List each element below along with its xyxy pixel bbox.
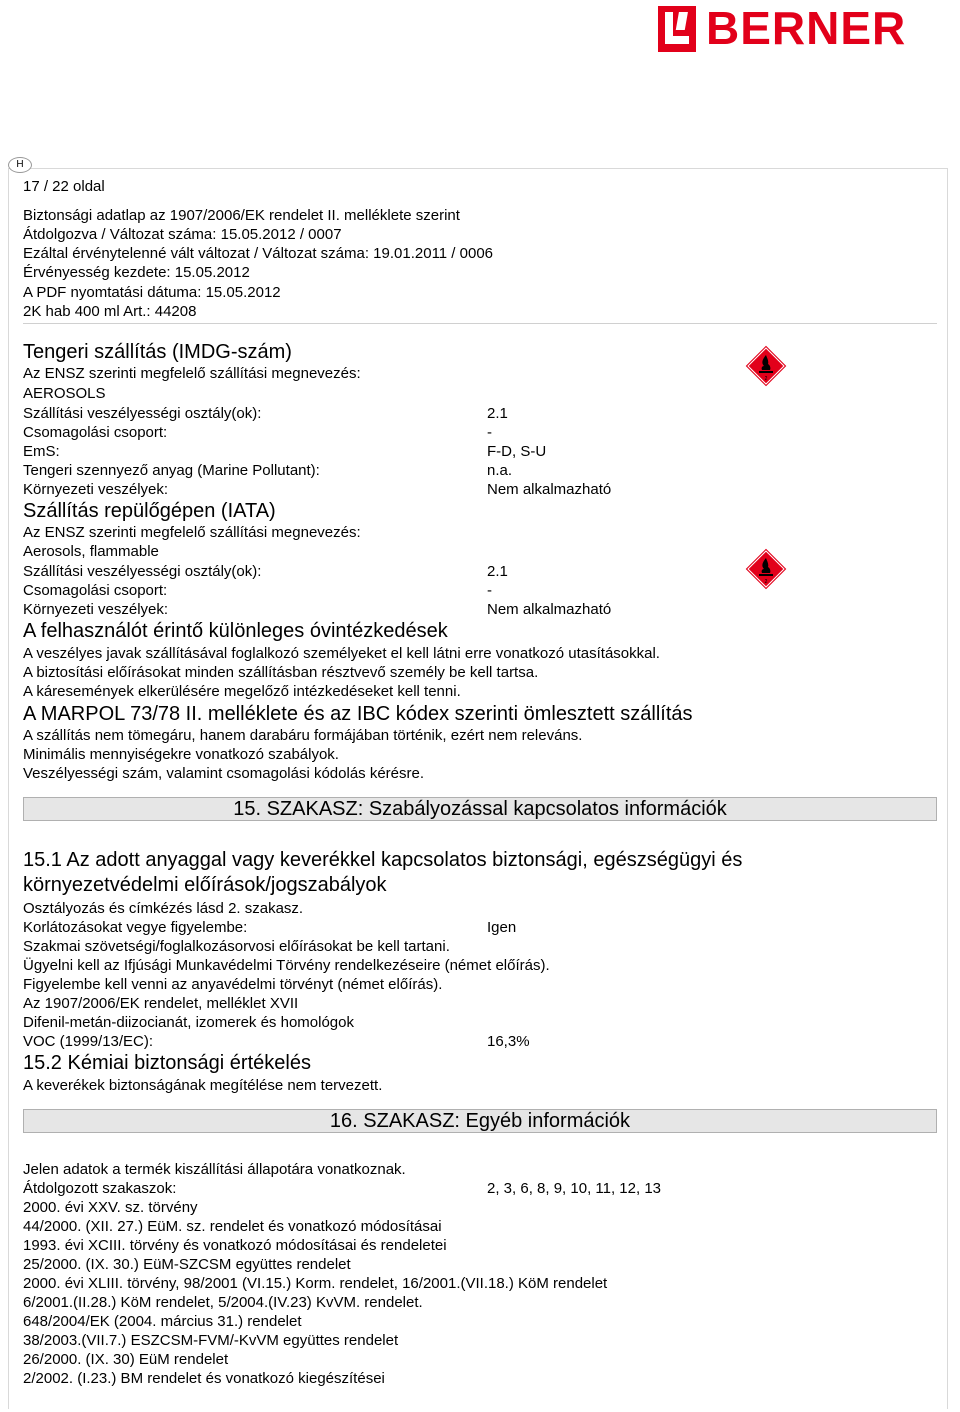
header-line-3: Ezáltal érvénytelenné vált változat / Változat száma: 19.01.2011 / 0006 [23,245,494,262]
header-line-4: Érvényesség kezdete: 15.05.2012 [23,264,250,281]
header-line-6: 2K hab 400 ml Art.: 44208 [23,303,197,320]
imdg-packing-label: Csomagolási csoport: [23,424,168,441]
iata-packing-value: - [487,582,492,599]
marpol-line-3: Veszélyességi szám, valamint csomagolási kódolás kérésre. [23,765,425,782]
header-line-5: A PDF nyomtatási dátuma: 15.05.2012 [23,284,281,301]
s16-ref-5: 2000. évi XLIII. törvény, 98/2001 (VI.15.) Korm. rendelet, 16/2001.(VII.18.) KöM rendelet [23,1275,608,1292]
imdg-class-label: Szállítási veszélyességi osztály(ok): [23,405,262,422]
page-number: 17 / 22 oldal [23,178,105,195]
imdg-pollutant-value: n.a. [487,462,513,479]
marpol-line-2: Minimális mennyiségekre vonatkozó szabályok. [23,746,339,763]
imdg-name-value: AEROSOLS [23,385,106,402]
flammable-gas-diamond-icon [744,344,788,388]
precautions-line-1: A veszélyes javak szállításával foglalkozó személyeket el kell látni erre vonatkozó utasításokkal. [23,645,660,662]
s16-ref-8: 38/2003.(VII.7.) ESZCSM-FVM/-KvVM együttes rendelet [23,1332,399,1349]
s15-line-4: Ügyelni kell az Ifjúsági Munkavédelmi Törvény rendelkezéseire (német előírás). [23,957,550,974]
iata-packing-label: Csomagolási csoport: [23,582,168,599]
iata-title: Szállítás repülőgépen (IATA) [23,500,276,522]
section-15-header: 15. SZAKASZ: Szabályozással kapcsolatos információk [23,797,937,821]
s16-ref-3: 1993. évi XCIII. törvény és vonatkozó módosításai és rendeletei [23,1237,447,1254]
iata-class-label: Szállítási veszélyességi osztály(ok): [23,563,262,580]
s16-ref-4: 25/2000. (IX. 30.) EüM-SZCSM együttes rendelet [23,1256,351,1273]
iata-name-label: Az ENSZ szerinti megfelelő szállítási megnevezés: [23,524,361,541]
iata-name-value: Aerosols, flammable [23,543,159,560]
section-15-2-title: 15.2 Kémiai biztonsági értékelés [23,1052,311,1074]
precautions-title: A felhasználót érintő különleges óvintézkedések [23,620,448,642]
imdg-class-value: 2.1 [487,405,508,422]
s15-voc-label: VOC (1999/13/EC): [23,1033,154,1050]
imdg-title: Tengeri szállítás (IMDG-szám) [23,341,292,363]
header-line-1: Biztonsági adatlap az 1907/2006/EK rendelet II. melléklete szerint [23,207,460,224]
imdg-name-label: Az ENSZ szerinti megfelelő szállítási megnevezés: [23,365,361,382]
iata-class-value: 2.1 [487,563,508,580]
imdg-env-value: Nem alkalmazható [487,481,612,498]
s15-restrictions-label: Korlátozásokat vegye figyelembe: [23,919,248,936]
header-line-2: Átdolgozva / Változat száma: 15.05.2012 / 0007 [23,226,342,243]
s16-revised-label: Átdolgozott szakaszok: [23,1180,177,1197]
berner-logo-text: BERNER [706,2,907,54]
imdg-env-label: Környezeti veszélyek: [23,481,169,498]
s16-revised-value: 2, 3, 6, 8, 9, 10, 11, 12, 13 [487,1180,662,1197]
iata-env-label: Környezeti veszélyek: [23,601,169,618]
s16-ref-2: 44/2000. (XII. 27.) EüM. sz. rendelet és vonatkozó módosításai [23,1218,442,1235]
imdg-ems-label: EmS: [23,443,60,460]
marpol-line-1: A szállítás nem tömegáru, hanem darabáru formájában történik, ezért nem releváns. [23,727,583,744]
language-badge: H [8,157,32,173]
s15-line-5: Figyelembe kell venni az anyavédelmi törvényt (német előírás). [23,976,443,993]
svg-text:2: 2 [764,376,768,382]
precautions-line-3: A káresemények elkerülésére megelőző intézkedéseket kell tenni. [23,683,461,700]
svg-text:2: 2 [764,579,768,585]
precautions-line-2: A biztosítási előírásokat minden szállításban résztvevő személy be kell tartsa. [23,664,539,681]
imdg-packing-value: - [487,424,492,441]
s15-line-1: Osztályozás és címkézés lásd 2. szakasz. [23,900,304,917]
s15-line-6: Az 1907/2006/EK rendelet, melléklet XVII [23,995,299,1012]
s15-2-text: A keverékek biztonságának megítélése nem tervezett. [23,1077,383,1094]
berner-logo [658,4,958,54]
s15-restrictions-value: Igen [487,919,517,936]
iata-env-value: Nem alkalmazható [487,601,612,618]
s16-ref-6: 6/2001.(II.28.) KöM rendelet, 5/2004.(IV.23) KvVM. rendelet. [23,1294,423,1311]
s15-voc-value: 16,3% [487,1033,530,1050]
s16-ref-1: 2000. évi XXV. sz. törvény [23,1199,198,1216]
section-15-1-title-line-1: 15.1 Az adott anyaggal vagy keverékkel kapcsolatos biztonsági, egészségügyi és [23,849,743,871]
section-15-1-title-line-2: környezetvédelmi előírások/jogszabályok [23,874,387,896]
imdg-ems-value: F-D, S-U [487,443,547,460]
s16-ref-7: 648/2004/EK (2004. március 31.) rendelet [23,1313,302,1330]
s16-ref-9: 26/2000. (IX. 30) EüM rendelet [23,1351,229,1368]
section-16-header: 16. SZAKASZ: Egyéb információk [23,1109,937,1133]
s15-line-7: Difenil-metán-diizocianát, izomerek és homológok [23,1014,354,1031]
s16-ref-10: 2/2002. (I.23.) BM rendelet és vonatkozó kiegészítései [23,1370,385,1387]
flammable-gas-diamond-icon [744,547,788,591]
imdg-pollutant-label: Tengeri szennyező anyag (Marine Pollutant): [23,462,320,479]
s16-line-intro: Jelen adatok a termék kiszállítási állapotára vonatkoznak. [23,1161,406,1178]
header-divider [23,323,937,324]
berner-logo-mark-icon [658,6,696,52]
s15-line-3: Szakmai szövetségi/foglalkozásorvosi előírásokat be kell tartani. [23,938,450,955]
marpol-title: A MARPOL 73/78 II. melléklete és az IBC kódex szerinti ömlesztett szállítás [23,703,693,725]
